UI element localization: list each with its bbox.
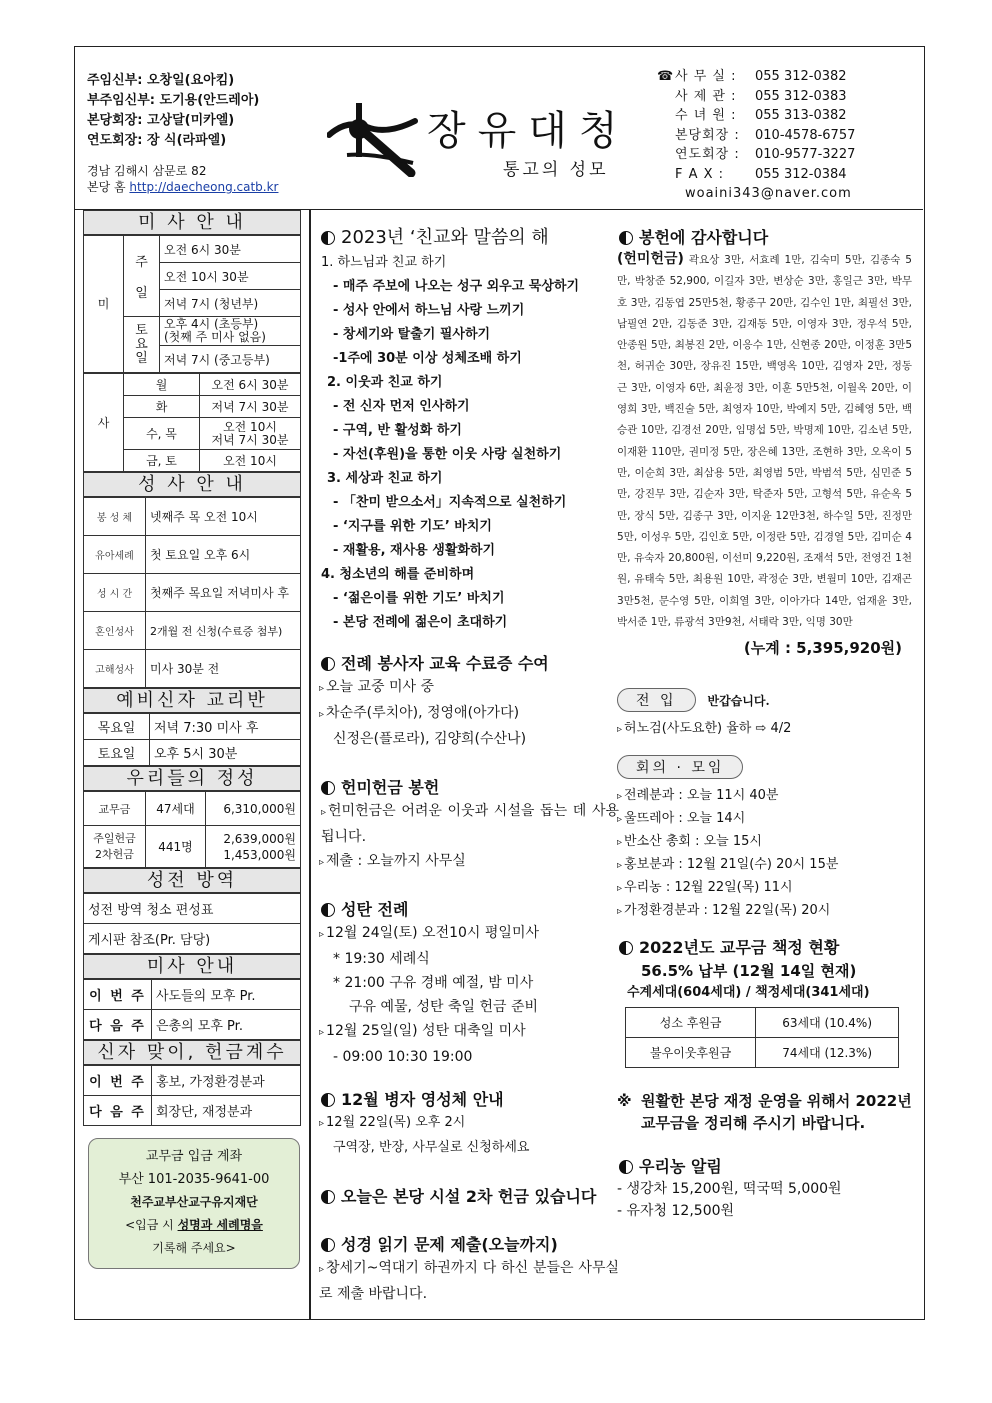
offering-amount: 6,310,000원 (206, 792, 301, 826)
quarantine-row: 게시판 참조(Pr. 담당) (84, 924, 301, 954)
catechumen-day: 목요일 (84, 714, 150, 740)
weekday-label: 월 (124, 374, 200, 396)
bank-title: 교무금 입금 계좌 (145, 1149, 243, 1164)
sunday-label: 주 일 (124, 236, 160, 317)
meetings-pill: 회의 · 모임 (617, 755, 743, 779)
weekday-schedule-table (83, 373, 301, 472)
transfer-line: ▹ 허노검(사도요한) 율하 ⇨ 4/2 (617, 718, 912, 741)
mass-time: 오전 10시 30분 (160, 263, 301, 290)
duty-value: 홍보, 가정환경분과 (152, 1066, 301, 1096)
year-theme-list (319, 251, 619, 635)
offerings-table (83, 791, 301, 868)
half-circle-icon (619, 941, 633, 955)
mass-label: 미 (84, 236, 124, 373)
fund-value: 63세대 (10.4%) (756, 1008, 899, 1038)
staff-row: 주임신부: 오창일(요아킴) (87, 73, 235, 88)
sacrament-table (83, 497, 301, 688)
half-circle-icon (619, 231, 633, 245)
theme-item: - 전 신자 먼저 인사하기 (333, 399, 470, 414)
christmas-line: ▹ 12월 25일(일) 성탄 대축일 미사 (319, 1019, 619, 1045)
catechumen-time: 오후 5시 30분 (150, 740, 301, 766)
liturgy-cert-heading: 전례 봉사자 교육 수료증 수여 (319, 653, 619, 675)
meeting-line: ▹ 가정환경분과 : 12월 22일(목) 20시 (617, 900, 912, 923)
mass-schedule-table (83, 235, 301, 373)
contact-row: 사 제 관 : 055 312-0383 (675, 88, 847, 104)
half-circle-icon (321, 903, 335, 917)
weekday-label: 화 (124, 396, 200, 418)
support-offering-heading: 헌미헌금 봉헌 (319, 777, 619, 799)
week-label: 다 음 주 (84, 1010, 152, 1040)
staff-row: 연도회장: 장 식(라파엘) (87, 133, 227, 148)
mass-time: 저녁 7시 30분 (200, 396, 301, 418)
column-divider (309, 210, 311, 1319)
homepage-line: 본당 홈 http://daecheong.catb.kr (87, 180, 279, 194)
meetings-row (617, 755, 912, 785)
note-mark: ※ (617, 1092, 632, 1111)
quarantine-table (83, 893, 301, 954)
bible-reading-heading: 성경 읽기 문제 제출(오늘까지) (319, 1234, 619, 1256)
email-address[interactable]: woaini343@naver.com (685, 186, 852, 201)
half-circle-icon (619, 1160, 633, 1174)
meeting-line: ▹ 우리농 : 12월 22일(목) 11시 (617, 877, 912, 900)
bible-reading-line: ▹ 창세기~역대기 하권까지 다 하신 분들은 사무실로 제출 바랍니다. (319, 1256, 619, 1306)
address-line: 경남 김해시 삼문로 82 (87, 164, 207, 178)
theme-item: - 매주 주보에 나오는 성구 외우고 묵상하기 (333, 279, 580, 294)
sacrament-value: 넷째주 목 오전 10시 (146, 498, 301, 536)
mass-guide-title: 미사 안내 (83, 954, 301, 979)
middle-column (319, 227, 619, 1306)
sacrament-value: 2개월 전 신청(수료증 첨부) (146, 612, 301, 650)
half-circle-icon (321, 1190, 335, 1204)
mass-time: 오후 4시 (초등부) (첫째 주 미사 없음) (160, 317, 301, 346)
catechumen-time: 저녁 7:30 미사 후 (150, 714, 301, 740)
half-circle-icon (321, 231, 335, 245)
weekday-label: 수, 목 (124, 418, 200, 450)
mass-label: 사 (84, 374, 124, 472)
liturgy-cert-line: 신정은(플로라), 김양희(수산나) (333, 731, 527, 747)
tithe-status-heading: 2022년도 교무금 책정 현황 (617, 937, 912, 959)
parish-address (87, 163, 278, 195)
theme-item: 3. 세상과 친교 하기 (327, 471, 443, 486)
duty-value: 은총의 모후 Pr. (152, 1010, 301, 1040)
duty-value: 회장단, 재정분과 (152, 1096, 301, 1126)
fund-table (625, 1007, 899, 1068)
theme-item: 2. 이웃과 친교 하기 (327, 375, 443, 390)
meeting-line: ▹ 전례분과 : 오늘 11시 40분 (617, 785, 912, 808)
homepage-link[interactable]: http://daecheong.catb.kr (129, 180, 279, 194)
meeting-line: ▹ 반소산 총회 : 오늘 15시 (617, 831, 912, 854)
meeting-line: ▹ 울뜨레아 : 오늘 14시 (617, 808, 912, 831)
mass-time: 오전 10시 (200, 450, 301, 472)
saturday-label: 토 요 일 (124, 317, 160, 373)
left-column (83, 210, 301, 1126)
theme-item: -1주에 30분 이상 성체조배 하기 (333, 351, 522, 366)
mass-time: 저녁 7시 (중고등부) (160, 346, 301, 373)
thanks-heading: 봉헌에 감사합니다 (617, 227, 912, 249)
bank-note: 기록해 주세요> (152, 1241, 236, 1255)
bulletin-header (75, 47, 923, 210)
sick-communion-line: ▹ 12월 22일(목) 오후 2시 (319, 1111, 619, 1136)
mass-time: 오전 6시 30분 (200, 374, 301, 396)
staff-list (87, 71, 259, 151)
support-offering-line: ▹ 제출 : 오늘까지 사무실 (319, 849, 619, 875)
finance-note: ※ 원활한 본당 재정 운영을 위해서 2022년 교무금을 정리해 주시기 바랍니다. (617, 1092, 912, 1133)
offering-label: 주일헌금 2차헌금 (84, 826, 146, 868)
sacrament-info-title: 성 사 안 내 (83, 472, 301, 497)
mass-guide-table (83, 979, 301, 1040)
mass-time: 오전 6시 30분 (160, 236, 301, 263)
tithe-status-rate: 56.5% 납부 (12월 14일 현재) (641, 962, 857, 981)
transfer-pill: 전 입 (617, 688, 696, 712)
bulletin-page (74, 46, 925, 1320)
offering-label: 교무금 (84, 792, 146, 826)
sacrament-label: 고해성사 (84, 650, 146, 688)
bank-note: <입금 시 성명과 세례명을 (125, 1218, 263, 1232)
christmas-line: * 21:00 구유 경배 예절, 밤 미사 (333, 975, 534, 991)
contact-row: ☎ 사 무 실 : 055 312-0382 (657, 67, 855, 87)
sick-communion-line: 구역장, 반장, 사무실로 신청하세요 (333, 1140, 530, 1155)
quarantine-title: 성전 방역 (83, 868, 301, 893)
farm-line: - 유자청 12,500원 (617, 1203, 735, 1220)
liturgy-cert-line: ▹ 오늘 교중 미사 중 (319, 675, 619, 701)
christmas-line: 구유 예물, 성탄 축일 헌금 준비 (349, 999, 538, 1015)
mass-info-title: 미 사 안 내 (83, 210, 301, 235)
week-label: 이 번 주 (84, 1066, 152, 1096)
greeting-table (83, 1065, 301, 1126)
phone-icon: ☎ (657, 69, 674, 84)
bank-account-box (88, 1138, 300, 1269)
contact-row: 본당회장 : 010-4578-6757 (675, 127, 856, 143)
sacrament-label: 유아세례 (84, 536, 146, 574)
duty-value: 사도들의 모후 Pr. (152, 980, 301, 1010)
fund-value: 74세대 (12.3%) (756, 1038, 899, 1068)
quarantine-row: 성전 방역 청소 편성표 (84, 894, 301, 924)
christmas-line: - 09:00 10:30 19:00 (333, 1049, 473, 1065)
sacrament-value: 미사 30분 전 (146, 650, 301, 688)
bank-holder: 천주교부산교구유지재단 (130, 1195, 258, 1209)
catechumen-table (83, 713, 301, 766)
half-circle-icon (321, 781, 335, 795)
fund-label: 불우이웃후원금 (626, 1038, 756, 1068)
week-label: 이 번 주 (84, 980, 152, 1010)
sick-communion-heading: 12월 병자 영성체 안내 (319, 1089, 619, 1111)
theme-item: - 「찬미 받으소서」지속적으로 실천하기 (333, 495, 567, 510)
parish-subtitle: 통고의 성모 (503, 160, 609, 180)
welcome-text: 반갑습니다. (707, 694, 770, 709)
theme-item: - 재활용, 재사용 생활화하기 (333, 543, 496, 558)
sacrament-label: 성 시 간 (84, 574, 146, 612)
theme-item: - 성사 안에서 하느님 사랑 느끼기 (333, 303, 525, 318)
year-theme-heading: 2023년 ‘친교와 말씀의 해 (319, 227, 619, 249)
catechumen-title: 예비신자 교리반 (83, 688, 301, 713)
half-circle-icon (321, 1093, 335, 1107)
parish-name: 장유대청 (427, 108, 630, 154)
support-offering-line: ▹ 헌미헌금은 어려운 이웃과 시설을 돕는 데 사용됩니다. (319, 799, 619, 849)
donation-total: (누계 : 5,395,920원) (743, 639, 902, 658)
theme-item: - 창세기와 탈출기 필사하기 (333, 327, 491, 342)
theme-item: 1. 하느님과 친교 하기 (321, 255, 447, 270)
mass-time: 오전 10시 저녁 7시 30분 (200, 418, 301, 450)
tithe-status-households: 수계세대(604세대) / 책정세대(341세대) (627, 985, 870, 1001)
week-label: 다 음 주 (84, 1096, 152, 1126)
contact-row: F A X : 055 312-0384 (675, 166, 847, 182)
staff-row: 부주임신부: 도기용(안드레아) (87, 93, 260, 108)
theme-item: - 자선(후원)을 통한 이웃 사랑 실천하기 (333, 447, 562, 462)
donor-list-label: (헌미헌금) (617, 251, 684, 267)
contact-row: 연도회장 : 010-9577-3227 (675, 147, 856, 162)
right-column (617, 227, 912, 1222)
donor-list: (헌미헌금) 곽요상 3만, 서효례 1만, 김숙미 5만, 김종숙 5만, 박창준 52,900, 이길자 3만, 변상순 3만, 홍일근 3만, 박무호 3만, 김동엽 25만5천, 황종구 20만, 김수인 1만, 최필선 3만, 남필연 2만, 김동준 3만, 김재동 5만, 이영자 3만, 정우석 5만, 안종원 5만, 최봉진 2만, 이응수 1만, 신현종 20만, 이정훈 3만5천, 허귀순 30만, 장유진 15만, 백영옥 10만, 김영자 2만, 정동근 3만, 이영자 6만, 최윤정 3만, 이훈 5만5천, 이월옥 20만, 이영희 3만, 백진술 5만, 최영자 10만, 박예지 5만, 김혜영 5만, 백승관 10만, 김경선 20만, 임명섭 5만, 박명제 10만, 김소년 5만, 이재환 110만, 권미정 5만, 장은혜 13만, 조현하 3만, 오옥이 5만, 이순희 3만, 최삼용 5만, 최영범 5만, 박범석 5만, 심민준 5만, 강진무 3만, 김순자 3만, 탁준자 5만, 고형석 5만, 유순옥 5만, 장식 5만, 김종구 3만, 이지윤 12만3천, 하수일 5만, 진정만 5만, 이성우 5만, 김인호 5만, 이정란 5만, 김경열 5만, 김미순 4만, 유숙자 20,800원, 이선미 9,220원, 조재석 5만, 전영건 1천원, 유태숙 5만, 최용원 10만, 곽정순 3만, 변월미 10만, 김재곤 3만5천, 문수영 5만, 이희열 3만, 이아가다 14만, 엄재윤 3만, 박서준 1만, 류광석 3만9천, 서태락 3만, 익명 30만 (617, 251, 912, 629)
fund-label: 성소 후원금 (626, 1008, 756, 1038)
farm-line: - 생강차 15,200원, 떡국떡 5,000원 (617, 1181, 842, 1198)
parish-logo-icon (327, 97, 419, 177)
half-circle-icon (321, 657, 335, 671)
catechumen-day: 토요일 (84, 740, 150, 766)
theme-item: - ‘젊은이를 위한 기도’ 바치기 (333, 591, 505, 606)
mass-time: 저녁 7시 (청년부) (160, 290, 301, 317)
theme-item: - 구역, 반 활성화 하기 (333, 423, 462, 438)
theme-item: - 본당 전례에 젊은이 초대하기 (333, 615, 508, 630)
offering-count: 47세대 (146, 792, 206, 826)
greeting-title: 신자 맞이, 헌금계수 (83, 1040, 301, 1065)
half-circle-icon (321, 1238, 335, 1252)
offering-amount: 2,639,000원 1,453,000원 (206, 826, 301, 868)
sacrament-value: 첫째주 목요일 저녁미사 후 (146, 574, 301, 612)
contact-list (657, 67, 855, 204)
farm-heading: 우리농 알림 (617, 1156, 912, 1178)
christmas-heading: 성탄 전례 (319, 899, 619, 921)
sacrament-value: 첫 토요일 오후 6시 (146, 536, 301, 574)
liturgy-cert-line: ▹ 차순주(루치아), 정영애(아가다) (319, 701, 619, 727)
contact-row: 수 녀 원 : 055 313-0382 (675, 108, 847, 123)
theme-item: 4. 청소년의 해를 준비하며 (321, 567, 475, 582)
weekday-label: 금, 토 (124, 450, 200, 472)
offerings-title: 우리들의 정성 (83, 766, 301, 791)
theme-item: - ‘지구를 위한 기도’ 바치기 (333, 519, 492, 534)
christmas-line: ▹ 12월 24일(토) 오전10시 평일미사 (319, 921, 619, 947)
second-collection-heading: 오늘은 본당 시설 2차 헌금 있습니다 (319, 1186, 619, 1208)
transfer-row (617, 688, 912, 718)
staff-row: 본당회장: 고상달(미카엘) (87, 113, 235, 128)
sacrament-label: 봉 성 체 (84, 498, 146, 536)
offering-count: 441명 (146, 826, 206, 868)
meeting-line: ▹ 홍보분과 : 12월 21일(수) 20시 15분 (617, 854, 912, 877)
sacrament-label: 혼인성사 (84, 612, 146, 650)
bank-account-number: 부산 101-2035-9641-00 (118, 1172, 270, 1187)
christmas-line: * 19:30 세례식 (333, 951, 430, 967)
